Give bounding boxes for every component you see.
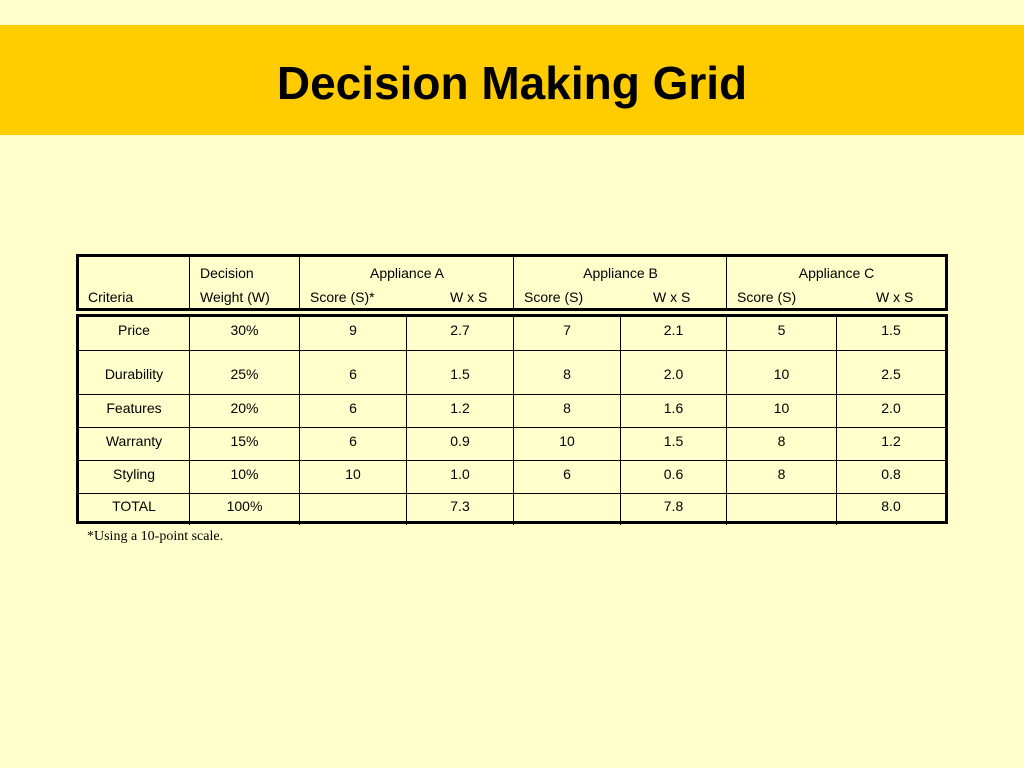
appliance-a-score-label: Score (S)*	[310, 289, 375, 305]
weight-text: 10%	[230, 466, 259, 482]
value-text: 5	[777, 322, 786, 338]
weight-cell	[189, 461, 299, 493]
value-text: 10	[773, 366, 790, 382]
value-text: 7.8	[663, 498, 684, 514]
appliance-c-name: Appliance C	[798, 265, 875, 281]
value-text: 10	[345, 466, 361, 482]
value-text: 2.1	[663, 322, 684, 338]
value-text: 1.0	[450, 466, 470, 482]
value-cell	[836, 395, 945, 427]
value-text	[300, 494, 406, 498]
value-text: 1.5	[881, 322, 901, 338]
value-cell	[726, 317, 836, 350]
value-cell	[299, 428, 406, 460]
value-cell	[299, 461, 406, 493]
footnote: *Using a 10-point scale.	[87, 529, 224, 544]
value-cell	[836, 317, 945, 350]
value-text: 8	[563, 366, 571, 382]
appliance-c-score-label: Score (S)	[737, 289, 797, 305]
criterion-text: TOTAL	[112, 498, 156, 514]
value-cell	[620, 461, 726, 493]
value-cell	[406, 317, 513, 350]
grid-header	[76, 254, 948, 311]
value-cell	[620, 395, 726, 427]
weight-text: 100%	[226, 498, 263, 514]
appliance-b-name: Appliance B	[583, 265, 658, 281]
table-row	[79, 493, 945, 525]
header-appliance-c	[726, 257, 945, 308]
value-text: 2.0	[663, 366, 684, 382]
value-text: 6	[349, 433, 357, 449]
weight-cell	[189, 351, 299, 394]
table-row	[79, 350, 945, 394]
value-text: 6	[349, 400, 357, 416]
value-cell	[406, 351, 513, 394]
value-text: 1.5	[450, 366, 470, 382]
value-text: 8	[777, 466, 786, 482]
table-row	[79, 427, 945, 460]
value-text: 1.2	[881, 433, 901, 449]
value-text: 2.5	[881, 366, 901, 382]
value-cell	[836, 428, 945, 460]
value-text	[514, 494, 620, 498]
header-criteria	[79, 257, 189, 308]
weight-cell	[189, 494, 299, 525]
table-row	[79, 317, 945, 350]
appliance-b-score-label: Score (S)	[524, 289, 584, 305]
appliance-b-product-label: W x S	[653, 289, 691, 305]
value-cell	[299, 395, 406, 427]
value-text: 7	[563, 322, 571, 338]
appliance-c-product-label: W x S	[876, 289, 914, 305]
value-cell	[726, 351, 836, 394]
criterion-cell	[79, 351, 189, 394]
value-cell	[836, 494, 945, 525]
value-text	[727, 494, 836, 498]
header-appliance-a	[299, 257, 513, 308]
value-text: 0.8	[881, 466, 901, 482]
weight-text: 15%	[230, 433, 259, 449]
weight-cell	[189, 317, 299, 350]
value-cell	[620, 428, 726, 460]
value-cell	[513, 351, 620, 394]
value-text: 2.0	[881, 400, 901, 416]
criterion-cell	[79, 461, 189, 493]
table-row	[79, 394, 945, 427]
criterion-text: Durability	[104, 366, 164, 382]
value-text: 8.0	[881, 498, 901, 514]
value-cell	[836, 351, 945, 394]
value-text: 0.6	[663, 466, 684, 482]
value-text: 6	[349, 366, 357, 382]
value-cell	[406, 428, 513, 460]
value-cell	[406, 494, 513, 525]
value-cell	[299, 317, 406, 350]
value-text: 1.2	[450, 400, 470, 416]
value-cell	[513, 317, 620, 350]
appliance-a-product-label: W x S	[450, 289, 488, 305]
criterion-text: Styling	[112, 466, 156, 482]
header-decision-weight	[189, 257, 299, 308]
value-cell	[726, 428, 836, 460]
value-cell	[620, 494, 726, 525]
value-text: 10	[773, 400, 790, 416]
value-cell	[406, 395, 513, 427]
value-cell	[406, 461, 513, 493]
value-cell	[299, 351, 406, 394]
header-weight-label: Weight (W)	[200, 289, 270, 305]
table-row	[79, 460, 945, 493]
value-text: 1.6	[663, 400, 684, 416]
value-cell	[726, 494, 836, 525]
value-cell	[513, 461, 620, 493]
value-text: 10	[559, 433, 575, 449]
value-text: 8	[777, 433, 786, 449]
value-text: 9	[349, 322, 357, 338]
value-text: 0.9	[450, 433, 470, 449]
value-cell	[836, 461, 945, 493]
value-cell	[726, 461, 836, 493]
value-text: 1.5	[663, 433, 684, 449]
value-text: 2.7	[450, 322, 470, 338]
criterion-text: Price	[118, 322, 150, 338]
value-text: 8	[563, 400, 571, 416]
criterion-cell	[79, 428, 189, 460]
appliance-a-name: Appliance A	[370, 265, 444, 281]
slide-title: Decision Making Grid	[276, 57, 748, 109]
value-cell	[299, 494, 406, 525]
weight-text: 20%	[230, 400, 259, 416]
value-text: 7.3	[450, 498, 470, 514]
criterion-text: Features	[106, 400, 162, 416]
value-cell	[513, 494, 620, 525]
header-criteria-label: Criteria	[88, 289, 134, 305]
weight-text: 30%	[230, 322, 259, 338]
weight-text: 25%	[230, 366, 259, 382]
value-cell	[620, 317, 726, 350]
grid-body	[76, 314, 948, 524]
weight-cell	[189, 428, 299, 460]
criterion-cell	[79, 494, 189, 525]
criterion-cell	[79, 317, 189, 350]
header-appliance-b	[513, 257, 726, 308]
value-cell	[620, 351, 726, 394]
value-text: 6	[563, 466, 571, 482]
criterion-cell	[79, 395, 189, 427]
value-cell	[513, 428, 620, 460]
value-cell	[726, 395, 836, 427]
value-cell	[513, 395, 620, 427]
weight-cell	[189, 395, 299, 427]
criterion-text: Warranty	[105, 433, 163, 449]
header-decision-label: Decision	[200, 265, 254, 281]
